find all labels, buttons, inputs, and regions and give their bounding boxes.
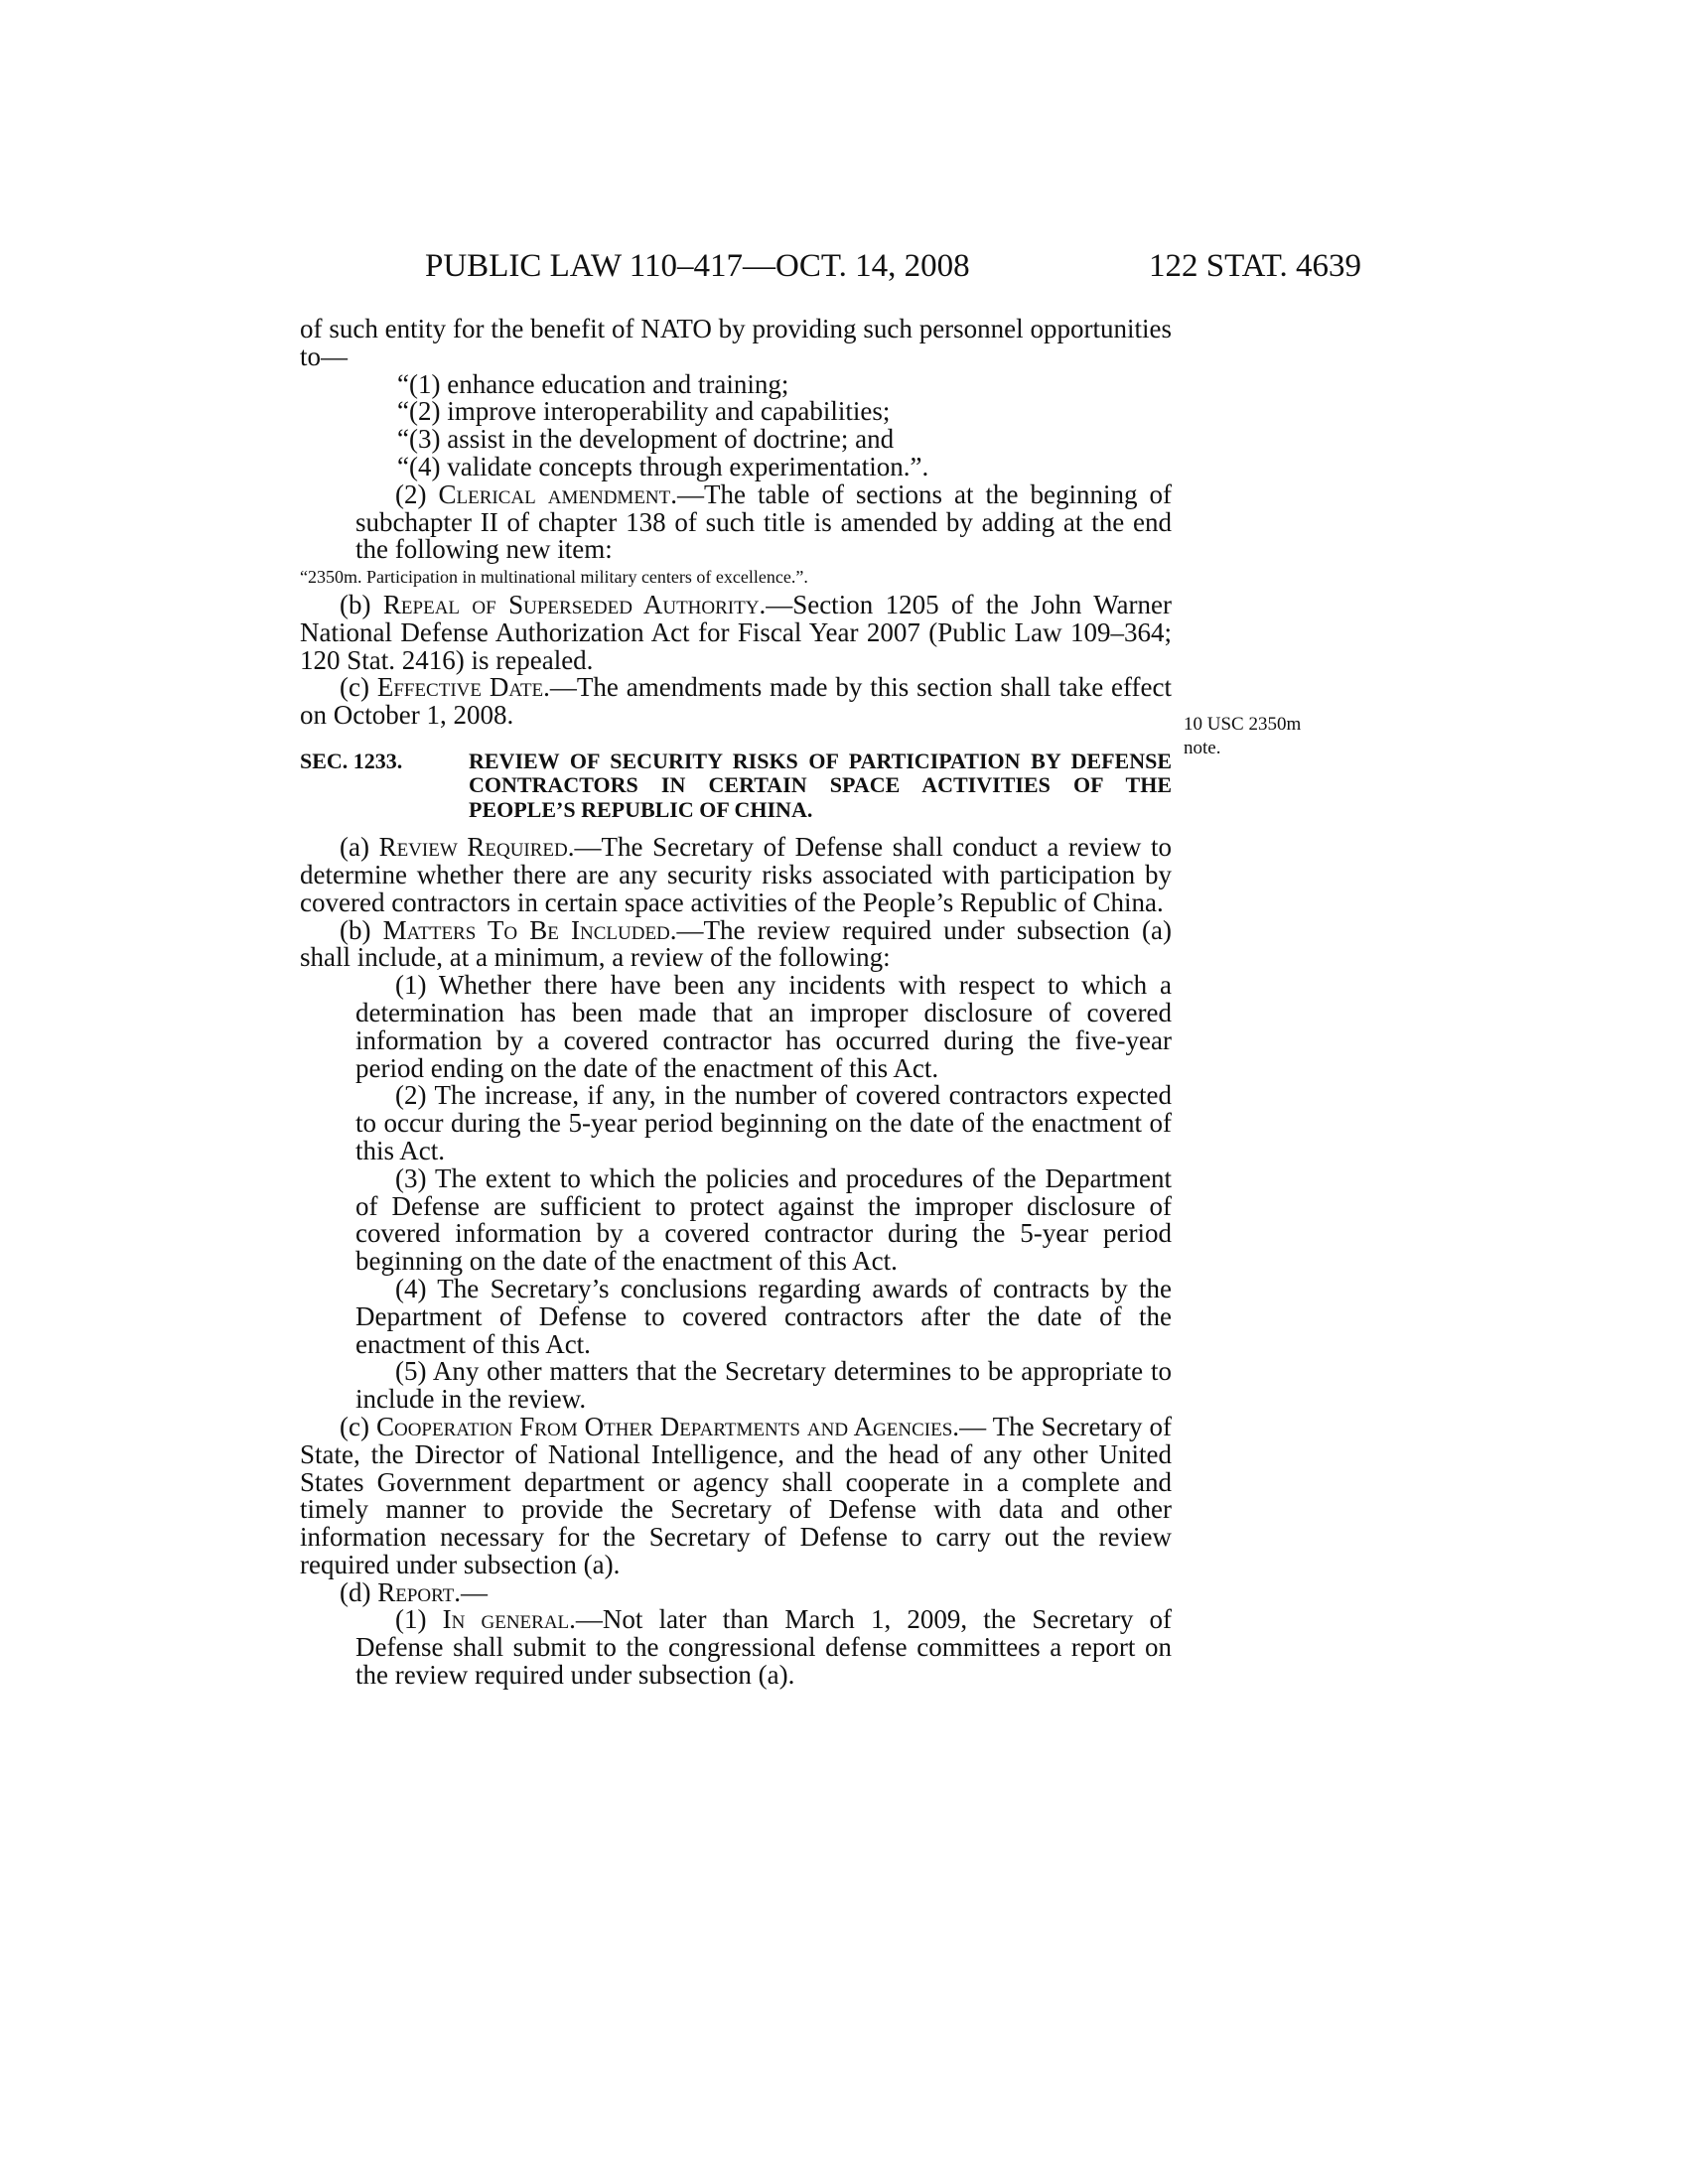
paragraph-heading: Matters To Be Included.	[382, 914, 677, 945]
paragraph-label: (a)	[340, 832, 379, 863]
paragraph-text: —The review required under subsection (a) shall include, at a minimum, a review of the following:	[300, 914, 1172, 973]
list-item: (3) The extent to which the policies and procedures of the Department of Defense are sufficient to protect against the improper disclosure of covered information by a covered contractor during the 5-year period beginning on the date of the enactment of this Act.	[355, 1162, 1172, 1277]
paragraph-text: — The Secretary of State, the Director of National Intelligence, and the head of any other United States Government department or agency shall cooperate in a complete and timely manner to provide the Secretary of Defense with data and other information necessary for the Secretary of Defense to carry out the review required under subsection (a).	[300, 1411, 1173, 1579]
section-title: REVIEW OF SECURITY RISKS OF PARTICIPATION BY DEFENSE CONTRACTORS IN CERTAIN SPACE ACTIVITIES OF THE PEOPLE’S REPUBLIC OF CHINA.	[469, 748, 1172, 822]
document-body	[300, 316, 1172, 1690]
in-general-paragraph	[300, 1606, 1172, 1689]
list-item: (5) Any other matters that the Secretary determines to be appropriate to include in the review.	[355, 1356, 1172, 1415]
paragraph-heading: Report.	[377, 1576, 462, 1607]
paragraph-heading: Cooperation From Other Departments and Agencies.	[375, 1411, 960, 1441]
section-heading	[300, 750, 1172, 822]
paragraph-text: —The amendments made by this section shall take effect on October 1, 2008.	[300, 672, 1173, 731]
section-number: SEC. 1233.	[300, 748, 403, 773]
paragraph-text: —The Secretary of Defense shall conduct a review to determine whether there are any security risks associated with participation by covered contractors in certain space activities of the People’s Republic of China.	[300, 832, 1172, 917]
paragraph-label: (2)	[395, 478, 439, 509]
paragraph-heading: Repeal of Superseded Authority.	[382, 589, 767, 619]
paragraph-heading: In general.	[442, 1604, 576, 1635]
table-of-sections-item: “2350m. Participation in multinational military centers of excellence.”.	[300, 567, 808, 588]
paragraph-text: —Section 1205 of the John Warner National Defense Authorization Act for Fiscal Year 2007 (Public Law 109–364; 120 Stat. 2416) is repealed.	[300, 589, 1173, 675]
paragraph-text: —Not later than March 1, 2009, the Secretary of Defense shall submit to the congressional defense committees a report on the review required under subsection (a).	[355, 1604, 1172, 1691]
paragraph-text: —	[461, 1576, 489, 1607]
paragraph-label: (b)	[340, 914, 383, 945]
page-header-title: PUBLIC LAW 110–417—OCT. 14, 2008	[425, 248, 970, 284]
list-item: “(4) validate concepts through experimentation.”.	[397, 451, 929, 481]
clerical-amendment-paragraph	[300, 478, 1173, 565]
list-item: (1) Whether there have been any incidents with respect to which a determination has been made that an improper disclosure of covered information by a covered contractor has occurred during the five-year period ending on the date of the enactment of this Act.	[355, 970, 1172, 1083]
margin-note-line-2: note.	[1184, 738, 1221, 758]
page-header-stat: 122 STAT. 4639	[1149, 248, 1362, 284]
paragraph-heading: Review Required.	[378, 832, 575, 863]
paragraph-label: (d)	[340, 1576, 378, 1607]
lead-paragraph: of such entity for the benefit of NATO by providing such personnel opportunities to—	[300, 314, 1172, 371]
margin-citation-note	[1184, 713, 1301, 760]
paragraph-label: (c)	[340, 1411, 376, 1441]
paragraph-label: (b)	[340, 589, 383, 619]
report-paragraph	[300, 1576, 1172, 1607]
effective-date-paragraph	[300, 674, 1172, 730]
paragraph-heading: Effective Date.	[376, 672, 550, 703]
matters-paragraph	[300, 914, 1172, 973]
list-item: (4) The Secretary’s conclusions regarding awards of contracts by the Department of Defense to covered contractors after the date of the enactment of this Act.	[355, 1273, 1172, 1359]
list-item: “(3) assist in the development of doctrine; and	[397, 424, 895, 455]
paragraph-heading: Clerical amendment.	[438, 478, 677, 509]
paragraph-label: (c)	[340, 672, 377, 703]
paragraph-label: (1)	[395, 1604, 443, 1635]
cooperation-paragraph	[300, 1411, 1173, 1579]
paragraph-text: —The table of sections at the beginning of subchapter II of chapter 138 of such title is amended by adding at the end the following new item:	[355, 478, 1173, 565]
repeal-paragraph	[300, 589, 1173, 675]
review-required-paragraph	[300, 834, 1172, 916]
list-item: “(1) enhance education and training;	[397, 368, 789, 399]
margin-note-line-1: 10 USC 2350m	[1184, 714, 1302, 735]
list-item: (2) The increase, if any, in the number of covered contractors expected to occur during the 5-year period beginning on the date of the enactment of this Act.	[355, 1080, 1172, 1165]
list-item: “(2) improve interoperability and capabilities;	[397, 396, 891, 427]
